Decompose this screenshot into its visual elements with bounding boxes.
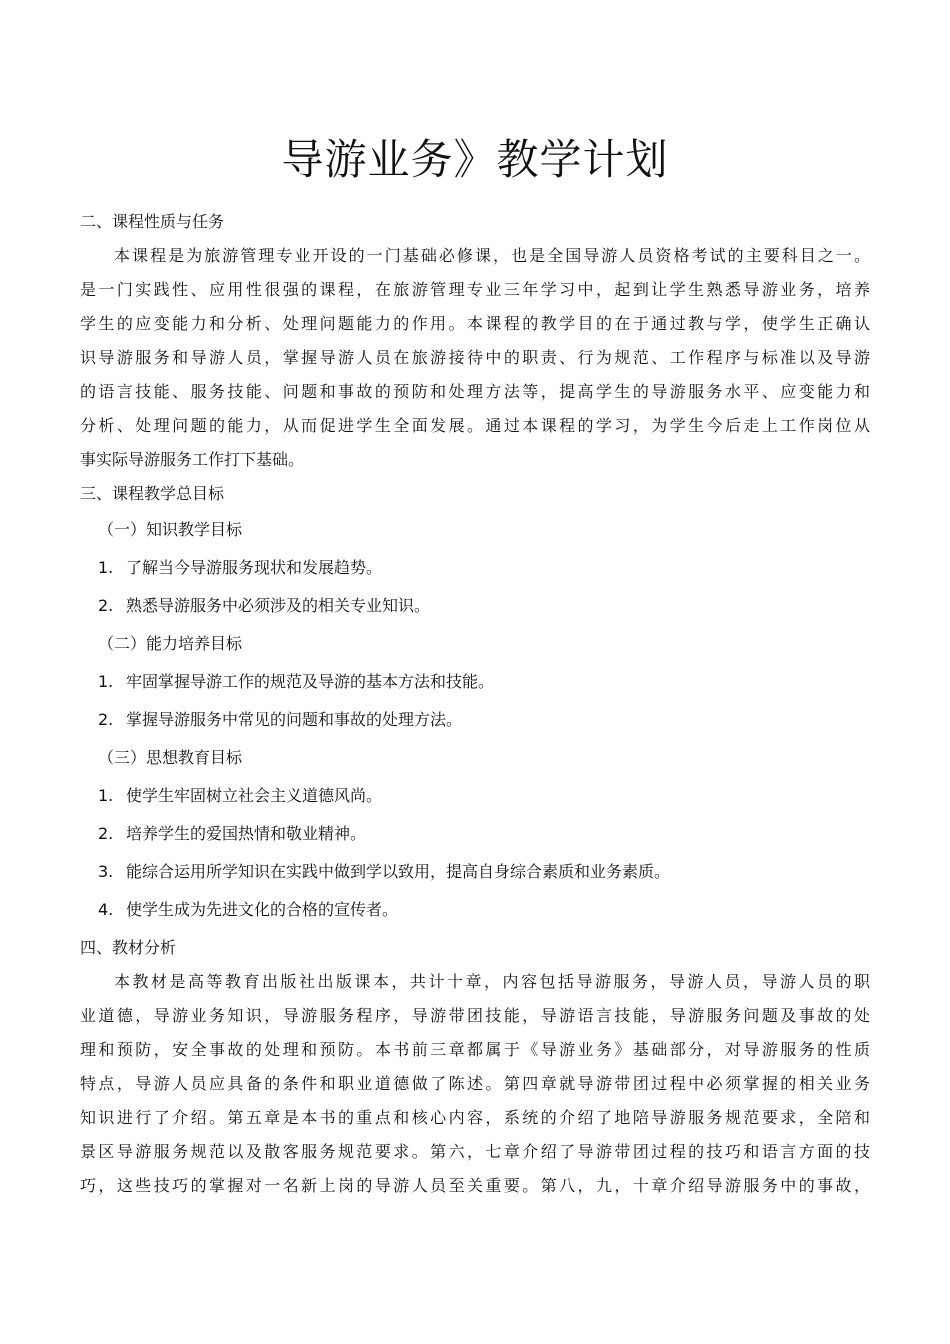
subheading-ability-goals: （二）能力培养目标 [98,634,243,653]
paragraph-line: 特点，导游人员应具备的条件和职业道德做了陈述。第四章就导游带团过程中必须掌握的相关业务 [80,1074,870,1093]
list-item-text: 掌握导游服务中常见的问题和事故的处理方法。 [126,710,463,729]
course-nature-paragraph [80,239,870,477]
list-item-text: 使学生牢固树立社会主义道德风尚。 [126,786,383,805]
list-item [80,663,870,701]
section-heading-course-nature: 二、课程性质与任务 [80,212,225,231]
list-item [80,549,870,587]
document-body [80,205,870,1203]
list-item-text: 培养学生的爱国热情和敬业精神。 [126,824,367,843]
list-item [80,587,870,625]
paragraph-line: 本课程是为旅游管理专业开设的一门基础必修课，也是全国导游人员资格考试的主要科目之一。 [114,246,870,265]
paragraph-line: 知识进行了介绍。第五章是本书的重点和核心内容，系统的介绍了地陪导游服务规范要求，全陪和 [80,1108,870,1127]
list-item [80,815,870,853]
list-item [80,891,870,929]
section-heading-textbook-analysis: 四、教材分析 [80,938,177,957]
list-item-text: 熟悉导游服务中必须涉及的相关专业知识。 [126,596,431,615]
list-item [80,777,870,815]
paragraph-line: 的语言技能、服务技能、问题和事故的预防和处理方法等，提高学生的导游服务水平、应变能力和 [80,382,870,401]
paragraph-line: 事实际导游服务工作打下基础。 [80,450,305,469]
list-item-number: 1. [98,786,114,805]
list-item-number: 2. [98,596,114,615]
paragraph-line: 识导游服务和导游人员，掌握导游人员在旅游接待中的职责、行为规范、工作程序与标准以及导游 [80,348,870,367]
list-item-number: 2. [98,824,114,843]
textbook-analysis-paragraph [80,965,870,1203]
list-item-text: 使学生成为先进文化的合格的宣传者。 [126,900,399,919]
subheading-knowledge-goals: （一）知识教学目标 [98,520,243,539]
paragraph-line: 本教材是高等教育出版社出版课本，共计十章，内容包括导游服务，导游人员，导游人员的职 [114,972,870,991]
section-heading-teaching-goals: 三、课程教学总目标 [80,484,225,503]
list-item-text: 牢固掌握导游工作的规范及导游的基本方法和技能。 [126,672,495,691]
paragraph-line: 业道德，导游业务知识，导游服务程序，导游带团技能，导游语言技能，导游服务问题及事故的处 [80,1006,870,1025]
list-item-number: 1. [98,672,114,691]
paragraph-line: 学生的应变能力和分析、处理问题能力的作用。本课程的教学目的在于通过教与学，使学生正确认 [80,314,870,333]
document-title: 导游业务》教学计划 [281,135,669,185]
list-item [80,853,870,891]
list-item-number: 4. [98,900,114,919]
list-item-number: 2. [98,710,114,729]
list-item-text: 能综合运用所学知识在实践中做到学以致用，提高自身综合素质和业务素质。 [126,862,671,881]
paragraph-line: 分析、处理问题的能力，从而促进学生全面发展。通过本课程的学习，为学生今后走上工作岗位从 [80,416,870,435]
list-item [80,701,870,739]
list-item-number: 1. [98,558,114,577]
subheading-ideological-goals: （三）思想教育目标 [98,748,243,767]
paragraph-line: 是一门实践性、应用性很强的课程，在旅游管理专业三年学习中，起到让学生熟悉导游业务，培养 [80,280,870,299]
paragraph-line: 理和预防，安全事故的处理和预防。本书前三章都属于《导游业务》基础部分，对导游服务的性质 [80,1040,870,1059]
paragraph-line: 巧，这些技巧的掌握对一名新上岗的导游人员至关重要。第八，九，十章介绍导游服务中的事故， [80,1176,870,1195]
list-item-text: 了解当今导游服务现状和发展趋势。 [126,558,383,577]
paragraph-line: 景区导游服务规范以及散客服务规范要求。第六，七章介绍了导游带团过程的技巧和语言方面的技 [80,1142,870,1161]
list-item-number: 3. [98,862,114,881]
